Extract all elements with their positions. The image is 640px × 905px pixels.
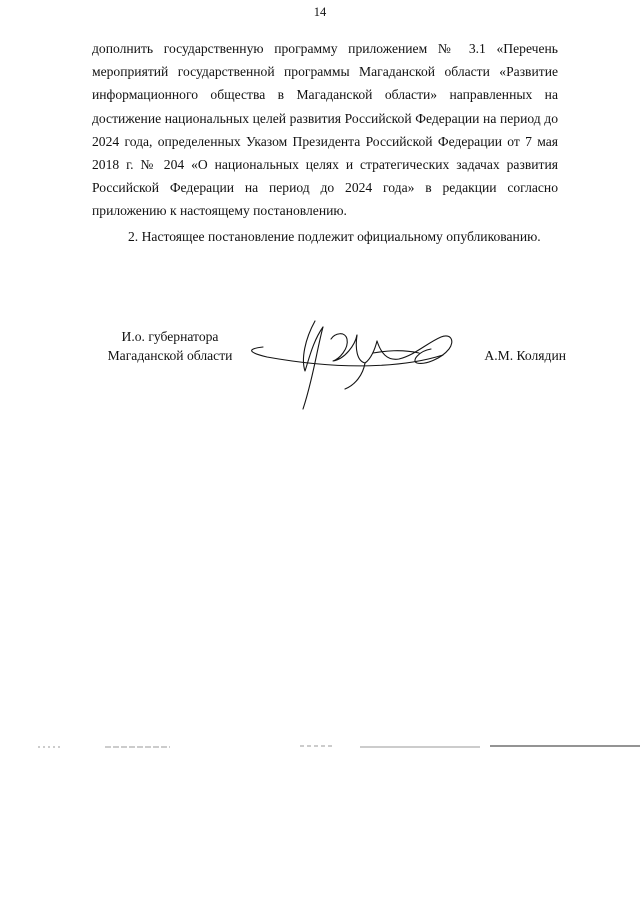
signer-name: А.М. Колядин: [484, 348, 566, 363]
signer-position-line1: И.о. губернатора: [121, 329, 219, 344]
handwritten-signature: [205, 319, 465, 414]
paragraph-publication: 2. Настоящее постановление подлежит официальному опубликованию.: [128, 228, 541, 244]
document-body: [92, 37, 558, 248]
paragraph-amendment: дополнить государственную программу приложением № 3.1 «Перечень мероприятий государственной программы Магаданской области «Развитие информационного общества в Магаданской области» направленных на достижение национальных целей развития Российской Федерации на период до 2024 года, определенных Указом Президента Российской Федерации от 7 мая 2018 г. № 204 «О национальных целях и стратегических задачах развития Российской Федерации на период до 2024 года» в редакции согласно приложению к настоящему постановлению.: [92, 41, 558, 219]
page-number: 14: [313, 5, 327, 19]
signature-block: [0, 327, 640, 417]
signer-position-line2: Магаданской области: [107, 348, 233, 363]
scan-edge-line: [0, 742, 640, 754]
